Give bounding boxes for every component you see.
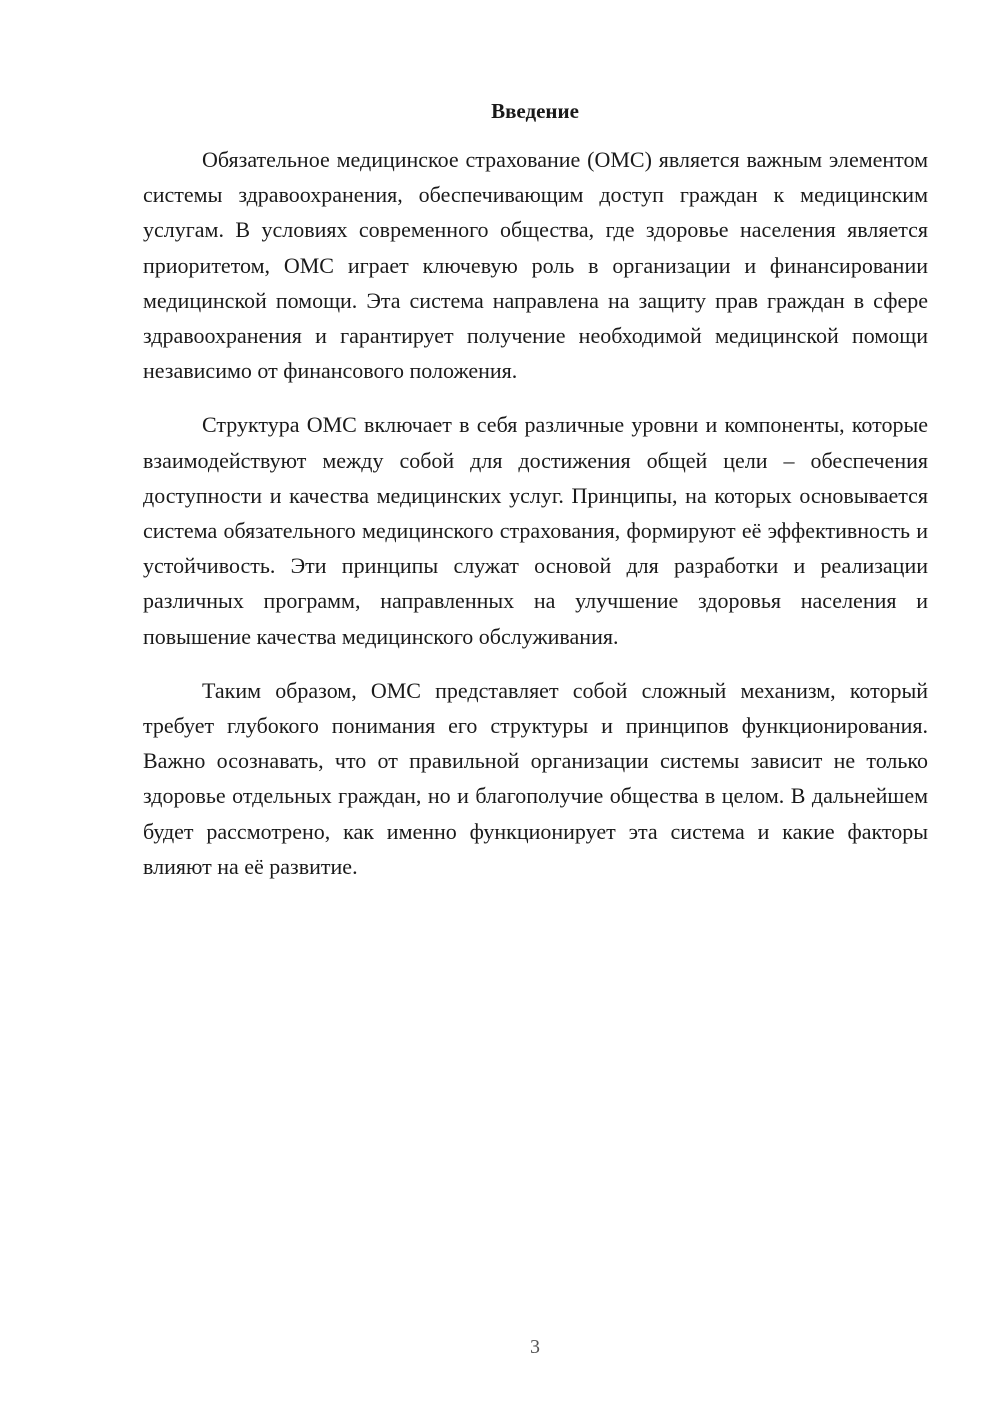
paragraph-3: Таким образом, ОМС представляет собой сложный механизм, который требует глубокого понимания его структуры и принципов функционирования. Важно осознавать, что от правильной организации системы зависит не только здоровье отдельных граждан, но и благополучие общества в целом. В дальнейшем будет рассмотрено, как именно функционирует эта система и какие факторы влияют на её развитие. [143,677,928,879]
paragraph-2: Структура ОМС включает в себя различные уровни и компоненты, которые взаимодействуют между собой для достижения общей цели – обеспечения доступности и качества медицинских услуг. Принципы, на которых основывается система обязательного медицинского страхования, формируют её эффективность и устойчивость. Эти принципы служат основой для разработки и реализации различных программ, направленных на улучшение здоровья населения и повышение качества медицинского обслуживания. [143,412,928,649]
paragraph-1: Обязательное медицинское страхование (ОМС) является важным элементом системы здравоохранения, обеспечивающим доступ граждан к медицинским услугам. В условиях современного общества, где здоровье населения является приоритетом, ОМС играет ключевую роль в организации и финансировании медицинской помощи. Эта система направлена на защиту прав граждан в сфере здравоохранения и гарантирует получение необходимой медицинской помощи независимо от финансового положения. [143,147,928,384]
page-number: 3 [530,1336,540,1358]
section-heading: Введение [491,99,579,123]
body-text [143,142,928,884]
